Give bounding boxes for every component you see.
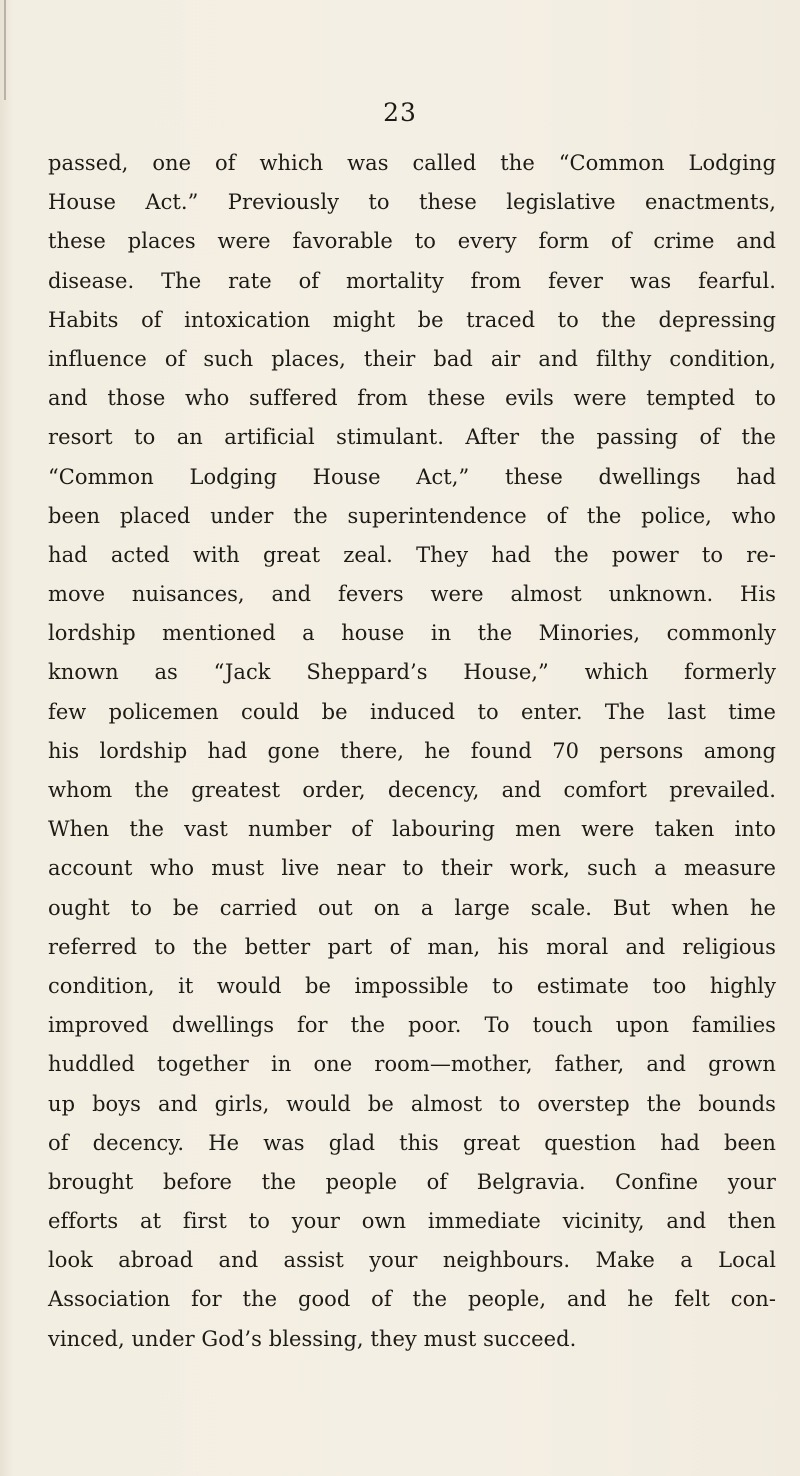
text-line-7: and those who suffered from these evils were tempted to xyxy=(48,386,776,411)
text-line-10: been placed under the superintendence of the police, who xyxy=(48,503,776,528)
text-line-28: efforts at first to your own immediate vicinity, and then xyxy=(48,1209,776,1234)
text-line-30: Association for the good of the people, and he felt con- xyxy=(48,1287,776,1312)
text-line-2: House Act.” Previously to these legislative enactments, xyxy=(48,190,776,215)
text-line-29: look abroad and assist your neighbours. Make a Local xyxy=(48,1248,776,1273)
text-line-26: of decency. He was glad this great question had been xyxy=(48,1130,776,1155)
text-line-4: disease. The rate of mortality from fever was fearful. xyxy=(48,268,776,293)
text-line-20: ought to be carried out on a large scale. But when he xyxy=(48,895,776,920)
text-line-25: up boys and girls, would be almost to overstep the bounds xyxy=(48,1091,776,1116)
text-line-6: influence of such places, their bad air and filthy condition, xyxy=(48,346,776,371)
text-line-11: had acted with great zeal. They had the power to re- xyxy=(48,542,776,567)
text-line-21: referred to the better part of man, his moral and religious xyxy=(48,934,776,959)
text-line-14: known as “Jack Sheppard’s House,” which formerly xyxy=(48,660,776,685)
body-text xyxy=(48,144,776,1359)
text-line-27: brought before the people of Belgravia. Confine your xyxy=(48,1169,776,1194)
text-line-12: move nuisances, and fevers were almost unknown. His xyxy=(48,582,776,607)
text-line-22: condition, it would be impossible to estimate too highly xyxy=(48,973,776,998)
page-edge-shadow xyxy=(4,0,6,100)
page-number: 23 xyxy=(383,98,417,127)
text-line-1: passed, one of which was called the “Common Lodging xyxy=(48,151,776,175)
text-line-17: whom the greatest order, decency, and comfort prevailed. xyxy=(48,778,776,802)
text-line-8: resort to an artificial stimulant. After the passing of the xyxy=(48,425,776,450)
text-line-13: lordship mentioned a house in the Minories, commonly xyxy=(48,621,776,646)
text-line-15: few policemen could be induced to enter. The last time xyxy=(48,699,776,724)
text-line-16: his lordship had gone there, he found 70 persons among xyxy=(48,738,776,763)
text-line-3: these places were favorable to every form of crime and xyxy=(48,229,776,254)
text-line-24: huddled together in one room—mother, father, and grown xyxy=(48,1052,776,1077)
text-line-5: Habits of intoxication might be traced to the depressing xyxy=(48,307,776,332)
text-line-23: improved dwellings for the poor. To touch upon families xyxy=(48,1013,776,1038)
text-line-18: When the vast number of labouring men were taken into xyxy=(48,817,776,842)
text-line-31: vinced, under God’s blessing, they must succeed. xyxy=(48,1326,577,1351)
text-line-19: account who must live near to their work, such a measure xyxy=(48,856,776,881)
text-line-9: “Common Lodging House Act,” these dwellings had xyxy=(48,464,776,489)
